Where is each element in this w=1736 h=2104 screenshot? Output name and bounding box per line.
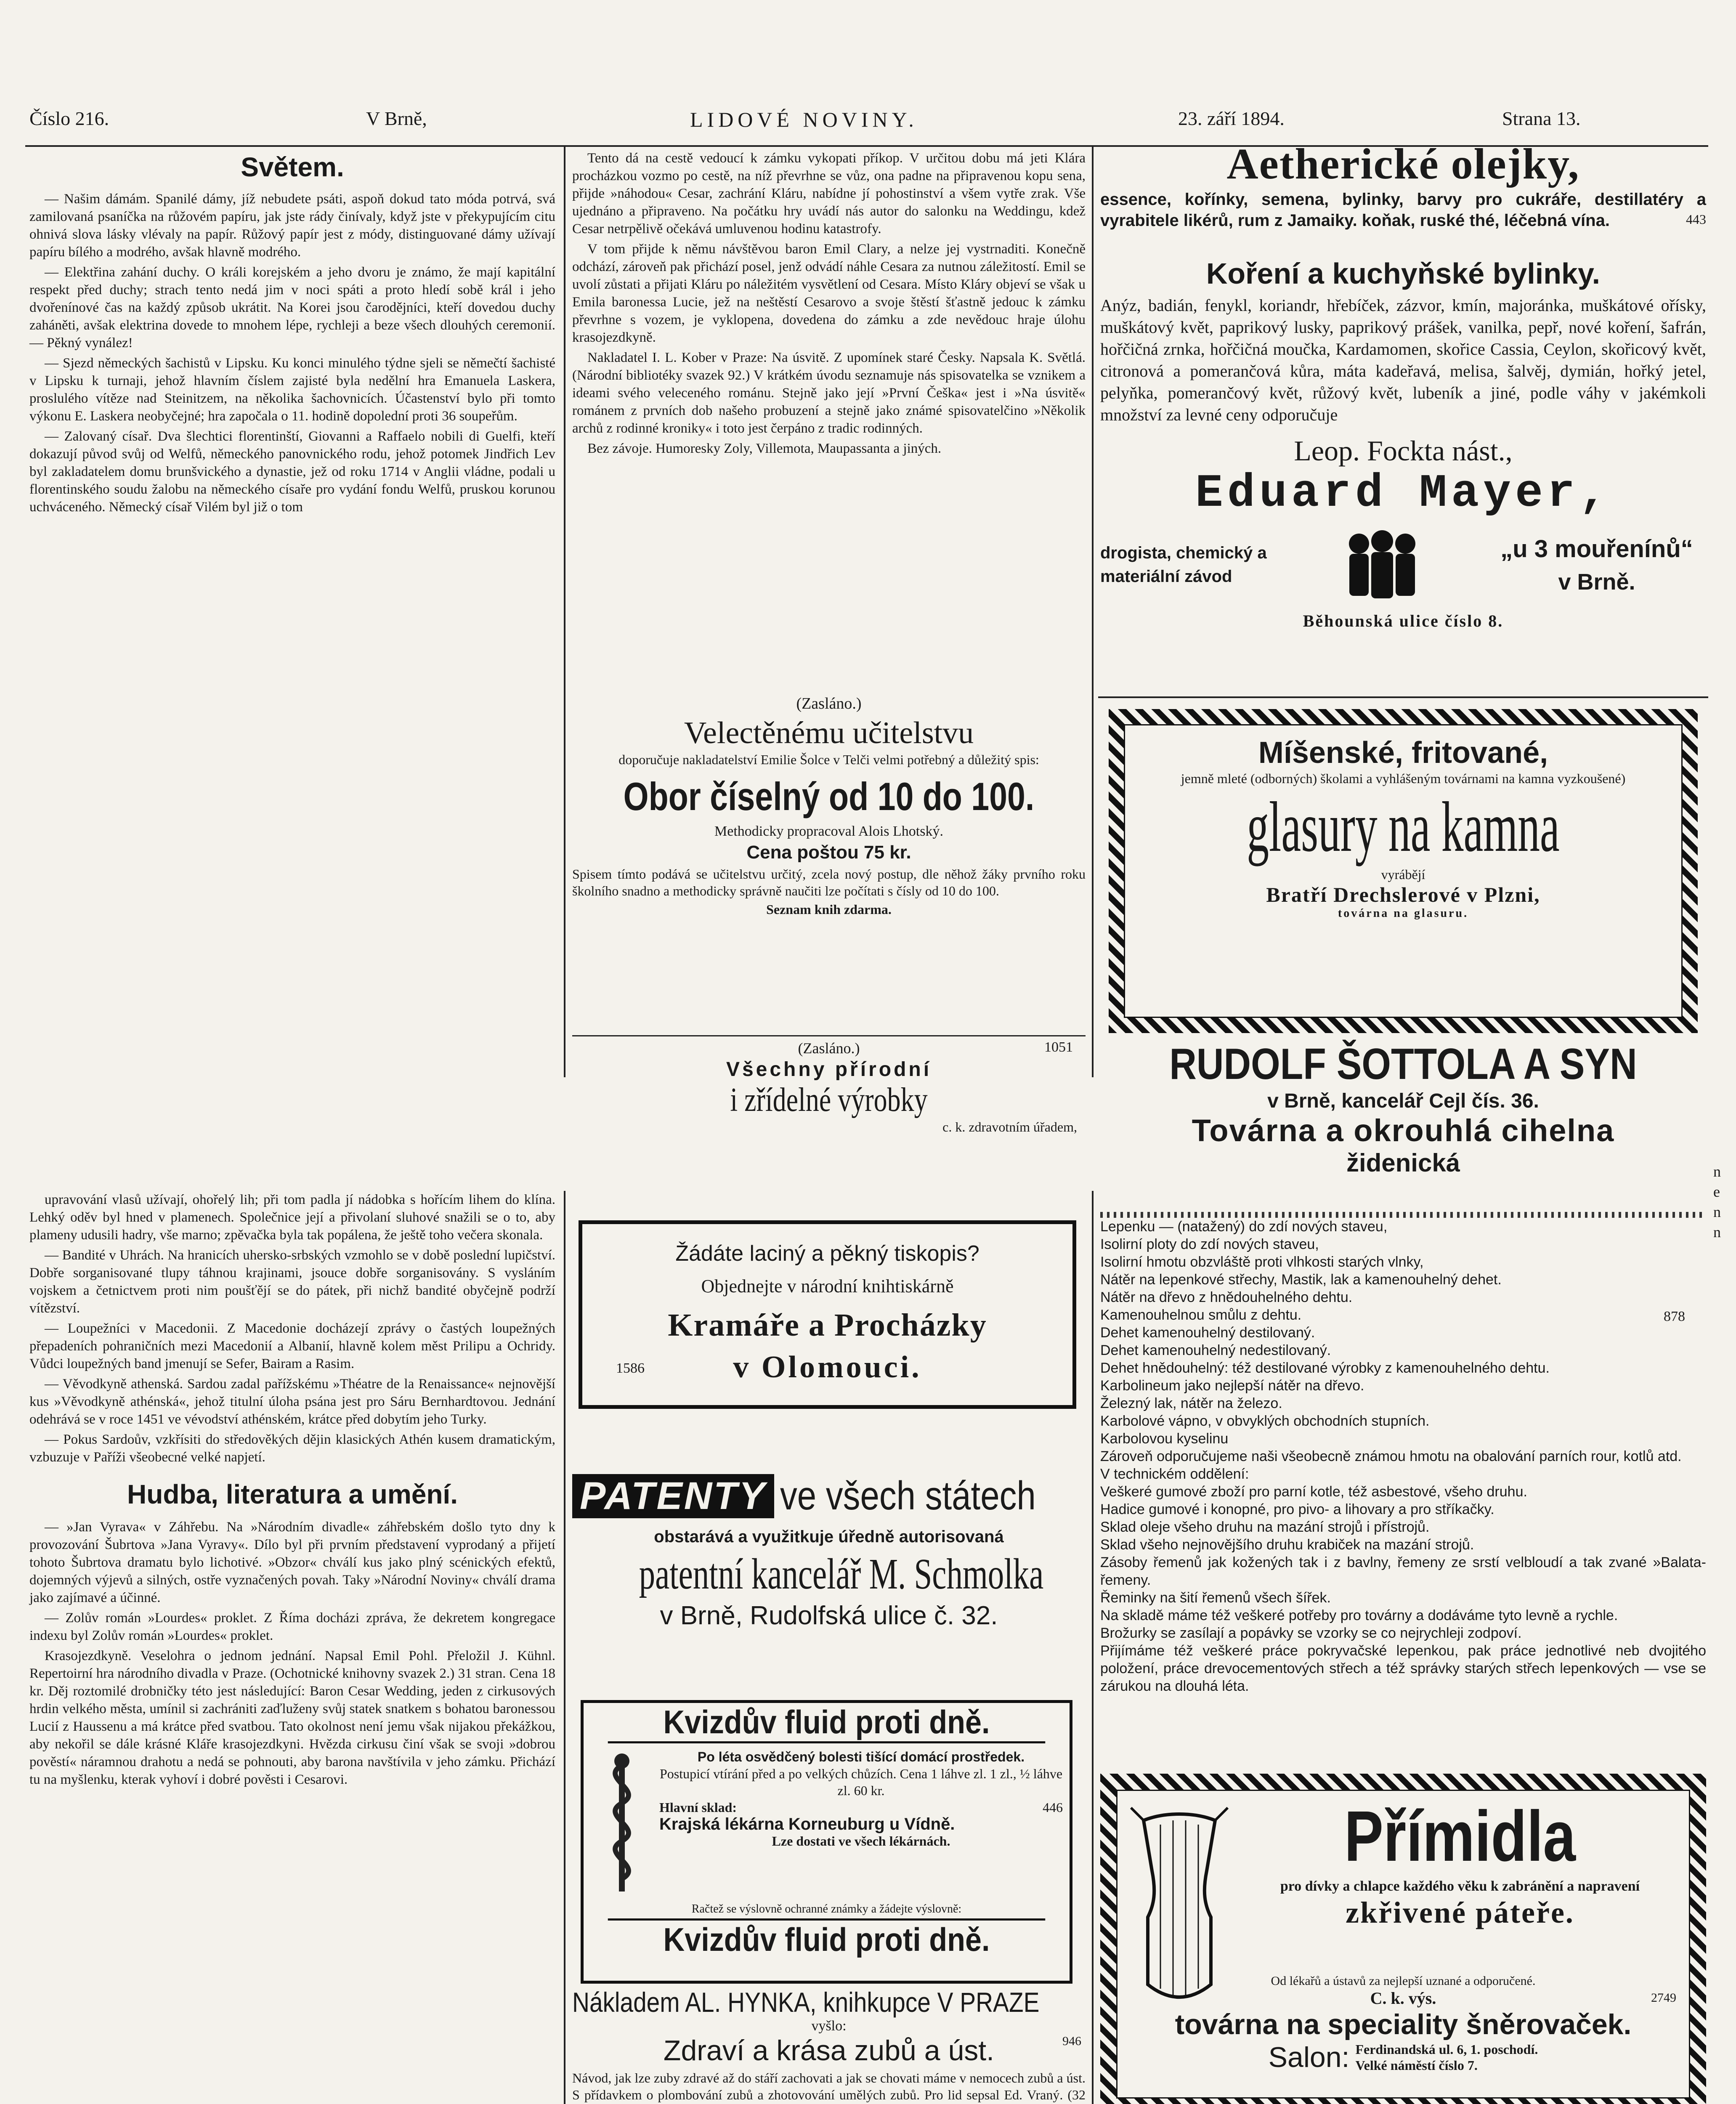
ad-headline: Míšenské, fritované,	[1258, 736, 1548, 770]
ad-line: Žádáte laciný a pěkný tiskopis?	[675, 1241, 979, 1266]
snake-staff-icon	[590, 1748, 653, 1900]
ad-address: Běhounská ulice číslo 8.	[1303, 611, 1504, 630]
article-paragraph: — Sjezd německých šachistů v Lipsku. Ku konci minulého týdne sjeli se němečtí šachisté v Lipsku k turnaji, jehož hlavním číslem zajisté byla nedělní hra Emanuela Laskera, proslulého vítěze nad Steinitzem, na několika šachovnicích. Účastenství bylo při tomto výkonu E. Laskera neobyčejné; hra započala o 11. hodině dopolední proti 36 soupeřům.	[29, 356, 555, 424]
article-paragraph: — Zalovaný císař. Dva šlechtici florentinští, Giovanni a Raffaelo nobili di Guelfi, kteří dokazují původ svůj od Welfů, německého panovnického rodu, jehož potomek Jindřich Lev byl zakladatelem domu brunšvického a dynastie, jež od roku 1714 v Anglii vládne, podali u florentinského soudu žalobu na německého císaře pro vydání fondu Welfů, pruskou korunou uchváceného. Německý císař Vilém byl již o tom	[29, 429, 555, 515]
ad-address: v Brně, Rudolfská ulice č. 32.	[660, 1601, 998, 1630]
ad-headline: Továrna a okrouhlá cihelna	[1192, 1113, 1615, 1148]
page-number: Strana 13.	[1502, 108, 1581, 129]
product-line: Přijímáme též veškeré práce pokryvačské lepenkou, pak práce jednotlivé neb dvojitého položení, práce drevocementových střech a též správky starých střech lepenkových — vse se zárukou na dlouhá léta.	[1100, 1643, 1706, 1694]
product-line: Dehet kamenouhelný destilovaný.	[1100, 1325, 1315, 1341]
ad-primidla-frame	[1100, 1774, 1706, 2104]
product-line: Karbolineum jako nejlepší nátěr na dřevo.	[1100, 1378, 1364, 1394]
article-paragraph: — Našim dámám. Spanilé dámy, jíž nebudete psáti, aspoň dokud tato móda potrvá, svá zamilovaná psaníčka na růžovém papíru, jak jste rády činívaly, když jste v překypujícím citu ohnivá slova lásky vlévaly na papír. Růžový papír jest z módy, distinguované dámy užívají papíru bílého a modrého, avšak hlavně modrého.	[29, 191, 555, 260]
product-line: Dehet kamenouhelný nedestilovaný.	[1100, 1342, 1331, 1358]
product-line: Isolirní ploty do zdí nových staveu,	[1100, 1236, 1319, 1252]
product-line: V technickém oddělení:	[1100, 1466, 1249, 1482]
ad-line: vyšlo:	[811, 2018, 847, 2034]
ad-line: Salon:	[1268, 2041, 1350, 2073]
ad-body: Spisem tímto podává se učitelstvu určitý, zcela nový postup, dle něhož žáky prvního roku školního snadno a methodicky správně naučiti lze počítati s čísly od 10 do 100.	[572, 866, 1086, 898]
product-line: Karbolové vápno, v obvyklých obchodních stupních.	[1100, 1413, 1430, 1429]
ad-author: Methodicky propracoval Alois Lhotský.	[714, 824, 943, 839]
ad-heading: Velectěnému učitelstvu	[684, 716, 974, 750]
article-paragraph: — Věvodkyně athenská. Sardou zadal pařížskému »Théatre de la Renaissance« nejnovější kus »Věvodkyně athénská«, jehož titulní úloha psána jest pro Sáru Bernhardtovou. Jednání odehrává se v roce 1451 ve vévodství athénském, krátce před dobytím jeho Turky.	[29, 1376, 555, 1427]
ad-line: Po léta osvědčený bolesti tišící domácí prostředek.	[697, 1749, 1025, 1764]
ad-number: 878	[1664, 1309, 1685, 1324]
product-line: Veškeré gumové zboží pro parní kotle, též asbestové, všeho druhu.	[1100, 1484, 1527, 1500]
ad-address: v Brně, kancelář Cejl čís. 36.	[1267, 1090, 1539, 1112]
ad-line: Hlavní sklad:	[659, 1800, 737, 1815]
issue-date: 23. září 1894.	[1178, 108, 1285, 129]
ad-divider	[572, 1035, 1086, 1036]
ad-line: Objednejte v národní knihtiskárně	[701, 1276, 954, 1296]
article-paragraph: — Loupežníci v Macedonii. Z Macedonie docházejí zprávy o častých loupežných přepadeních pohraničních mezi Macedonií a Albanií, hlavně kolem měst Prilipu a Ochridy. Vůdci loupežných band jmenují se Sefer, Bairam a Rasim.	[29, 1321, 555, 1371]
ad-tag: (Zasláno.)	[796, 695, 862, 712]
ad-city: v Brně.	[1558, 569, 1635, 595]
ad-lepenka-products	[1100, 1212, 1706, 1793]
ad-city: v Olomouci.	[733, 1350, 922, 1384]
ad-body: essence, kořínky, semena, bylinky, barvy pro cukráře, destillatéry a vyrabitele likérů, rum z Jamaiky. koňak, ruské thé, léčebná vína.	[1100, 190, 1706, 230]
product-line: Na skladě máme též veškeré potřeby pro továrny a dodáváme tyto levně a rychle.	[1100, 1607, 1618, 1623]
column-1-top	[29, 151, 555, 1077]
three-moors-logo-icon	[1340, 527, 1424, 603]
column-2-top	[572, 149, 1086, 692]
newspaper-title: LIDOVÉ NOVINY.	[690, 108, 918, 131]
product-line: Lepenku — (natažený) do zdí nových staveu,	[1100, 1219, 1388, 1235]
ad-line: vyrábějí	[1381, 867, 1425, 882]
ad-heading: Nákladem AL. HYNKA, knihkupce V PRAZE	[572, 1987, 1040, 2018]
ad-line: Krajská lékárna Korneuburg u Vídně.	[659, 1815, 955, 1833]
ad-glasury-frame	[1109, 709, 1698, 1033]
product-line: Zásoby řemenů jak kožených tak i z bavlny, řemeny ze srstí velbloudí a tak zvané »Balata-řemeny.	[1100, 1554, 1706, 1588]
column-1-bottom	[29, 1191, 555, 2104]
ad-patenty-word: PATENTY	[572, 1474, 774, 1518]
ad-line: zkřivené páteře.	[1346, 1896, 1574, 1929]
ad-aetherické-olejky	[1100, 139, 1706, 265]
ad-body: Anýz, badián, fenykl, koriandr, hřebíček, zázvor, kmín, majoránka, muškátové ořísky, muškátový květ, paprikový lusky, paprikový prášek, vanilka, pepř, nové koření, šafrán, hořčičná zrnka, hořčičná moučka, Kardamomen, skořice Cassia, Ceylon, skořicový květ, citronová a pomerančová kůra, máta kadeřavá, melisa, šalvěj, dymián, hořký jetel, pelyňka, pomerančový květ, růžový květ, lubeník a jiné, podle váhy v jakémkoli množství za levné ceny odporučuje	[1100, 296, 1706, 424]
article-paragraph: — Pokus Sardoův, vzkřísiti do středověkých dějin klasických Athén kusem dramatickým, vzbuzuje v Paříži všeobecné velké napjetí.	[29, 1432, 555, 1465]
ad-firm-name: Bratří Drechslerové v Plzni,	[1266, 883, 1540, 906]
product-line: Nátěr na dřevo z hnědouhelného dehtu.	[1100, 1289, 1353, 1305]
ad-body: Návod, jak lze zuby zdravé až do stáří zachovati a jak se chovati máme v nemocech zubů a úst. S přídavkem o plombování zubů a zhotovování umělých zubů. Pro lid sepsal Ed. Vraný. (32	[572, 2070, 1086, 2102]
hudba-articles	[29, 1518, 555, 1788]
ad-text: doporučuje nakladatelství Emilie Šolce v Telči velmi potřebný a důležitý spis:	[618, 752, 1039, 767]
article-paragraph: upravování vlasů užívají, ohořelý lih; při tom padla jí nádobka s hořícím lihem do klína. Lehký oděv byl hned v plamenech. Společnice její a přivolaní sluhové snažili se o to, aby plameny udusili hadry, vše marno; zpěvačka byla tak popálena, že ještě toho večera skonala.	[29, 1192, 555, 1243]
ad-torn-edge	[1100, 1212, 1706, 1218]
product-list	[1100, 1212, 1706, 1695]
article-paragraph: — Elektřina zahání duchy. O králi korejském a jeho dvoru je známo, že mají kapitální respekt před duchy; strach tento nedá jim v noci spáti a proto hledí sobě král i jeho dvořenínové čas na každý způsob ukrátit. Na Korei jsou čarodějníci, kteří dovedou duchy zaháněti, avšak elektrina dovede to mnohem lépe, rychleji a beze všech dlouhých ceremonií. — Pěkný vynález!	[29, 265, 555, 351]
ad-firm-name: RUDOLF ŠOTTOLA A SYN	[1169, 1040, 1637, 1089]
ad-kramar-prochazka	[579, 1220, 1076, 1409]
ad-line: Leop. Fockta nást.,	[1294, 435, 1513, 467]
ad-line: Račtež se výslovně ochranné známky a žádejte výslovně:	[691, 1902, 962, 1915]
header-city: V Brně,	[366, 108, 427, 129]
issue-number: Číslo 216.	[29, 108, 109, 129]
product-line: Kamenouhelnou smůlu z dehtu.	[1100, 1307, 1302, 1323]
ad-number: 946	[1062, 2034, 1081, 2048]
ad-footer: Seznam knih zdarma.	[766, 902, 892, 917]
ad-line: továrna na glasuru.	[1338, 907, 1469, 920]
ad-headline: Kvizdův fluid proti dně.	[608, 1918, 1046, 1959]
ad-line: Všechny přírodní	[726, 1058, 932, 1081]
ad-firm-name: Kramáře a Procházky	[668, 1307, 987, 1343]
section-title-hudba: Hudba, literatura a umění.	[127, 1479, 458, 1509]
article-paragraph: Bez závoje. Humoresky Zoly, Villemota, Maupassanta a jiných.	[587, 441, 942, 456]
product-line: Nátěr na lepenkové střechy, Mastik, lak a kamenouhelný dehet.	[1100, 1272, 1502, 1288]
novel-review	[572, 149, 1086, 457]
article-paragraph: — »Jan Vyrava« v Záhřebu. Na »Národním divadle« záhřebském došlo tyto dny k provozování Šubrtova »Jana Vyravy«. Dílo byl při prvním představení vyprodaný a přijetí tohoto Šubrtova dramatu bylo lichotivé. »Obzor« chválí kus jako plný scénických efektů, dojemných výjevů a silných, ostře vyznačených povah. Taky »Národní Noviny« chválí drama jako zajímavé a účinné.	[29, 1520, 555, 1605]
ad-headline: Obor číselný od 10 do 100.	[623, 774, 1035, 818]
section-title-svetem: Světem.	[241, 152, 344, 182]
neighbouring-page-edge: n e n n	[1713, 1163, 1721, 1241]
continued-articles	[29, 1191, 555, 1466]
svetem-articles	[29, 190, 555, 516]
ad-headline: Aetherické olejky,	[1226, 140, 1580, 188]
ad-kvizda-fluid	[581, 1700, 1072, 1984]
product-line: Železný lak, nátěr na železo.	[1100, 1395, 1282, 1411]
ad-address: Ferdinandská ul. 6, 1. poschodí.	[1355, 2042, 1538, 2057]
ad-number: 1051	[1044, 1039, 1073, 1055]
ad-koreni-mayer	[1100, 257, 1706, 694]
ad-line: Lze dostati ve všech lékárnách.	[772, 1833, 950, 1849]
ad-headline: Přímidla	[1344, 1796, 1576, 1876]
ad-line: obstarává a využitkuje úředně autorisovaná	[654, 1528, 1004, 1546]
ad-prirodni-vyrobky	[572, 1039, 1086, 1149]
ad-line: „u 3 mouřenínů“	[1500, 535, 1693, 563]
page-header	[17, 107, 1719, 137]
article-paragraph: — Zolův román »Lourdes« proklet. Z Říma docházi zpráva, že dekretem kongregace indexu byl Zolův román »Lourdes« proklet.	[29, 1610, 555, 1643]
ad-price: Cena poštou 75 kr.	[746, 842, 911, 863]
ad-line: Od lékařů a ústavů za nejlepší uznané a odporučené.	[1271, 1974, 1536, 1988]
ad-number: 2749	[1651, 1991, 1676, 2005]
product-line: Dehet hnědouhelný: též destilované výrobky z kamenouhelného dehtu.	[1100, 1360, 1550, 1376]
product-line: Řeminky na šití řemenů všech šířek.	[1100, 1590, 1331, 1606]
ad-divider	[1098, 696, 1708, 698]
product-line: Sklad oleje všeho druhu na mazání strojů i přístrojů.	[1100, 1519, 1430, 1535]
ad-number: 446	[1043, 1800, 1063, 1815]
product-line: Hadice gumové i konopné, pro pivo- a lihovary a pro stříkačky.	[1100, 1501, 1494, 1517]
ad-line: jemně mleté (odborných) školami a vyhlášeným továrnami na kamna vyzkoušené)	[1181, 771, 1626, 786]
ad-line: drogista, chemický a materiální závod	[1100, 544, 1267, 586]
ad-sottola	[1100, 1039, 1706, 1177]
ad-line: pro dívky a chlapce každého věku k zabránění a napravení	[1280, 1878, 1640, 1894]
article-paragraph: Nakladatel I. L. Kober v Praze: Na úsvitě. Z upomínek staré Česky. Napsala K. Světlá. (Národní bibliotéky svazek 92.) V krátkém úvodu seznamuje nás spisovatelka se vznikem a ideami svého veleceného románu. Stejně jako její »První Češka« jest i »Na úsvitě« románem z prvních dob našeho probuzení a stejně jako známé spisovatelčino »Několik archů z rodinné kroniky« i toto jest čerpáno z tradic rodinných.	[572, 350, 1086, 436]
article-paragraph: — Bandité v Uhrách. Na hranicích uhersko-srbských vzmohlo se v době poslední lupičství. Dobře sorganisované tlupy táhnou krajinami, jsouce dobře sorganisovány. S vysláním vojskem a četnictvem proti nim poušťějí se do pátek, při nichž bandité obyčejně podrží vítězství.	[29, 1248, 555, 1316]
ad-headline: továrna na speciality šněrovaček.	[1175, 2008, 1632, 2040]
article-paragraph: Tento dá na cestě vedoucí k zámku vykopati příkop. V určitou dobu má jeti Klára procházkou vozmo po cestě, na níž převrhne se vůz, ona padne na připravenou kopu sena, přijde »náhodou« Cesar, zachrání Kláru, nabídne jí pohostinství a všem vytře zrak. Vše ujednáno a připraveno. Na počátku hry uvádí nás autor do salonku na Weddingu, kdež Cesar netrpělivě očekává umluvenou hodinu katastrofy.	[572, 151, 1086, 236]
ad-firm-name: patentní kancelář M. Schmolka	[639, 1550, 1044, 1598]
ad-address: Velké náměstí číslo 7.	[1355, 2058, 1478, 2073]
ad-headline: Zdraví a krása zubů a úst.	[663, 2035, 995, 2067]
ad-line: C. k. výs.	[1370, 1989, 1436, 2008]
ad-tag: (Zasláno.)	[798, 1040, 860, 1057]
snake-staff-emblem	[590, 1748, 653, 1900]
ad-line: židenická	[1346, 1149, 1460, 1177]
ad-headline: ve všech státech	[780, 1473, 1036, 1518]
ad-number: 1586	[616, 1360, 645, 1376]
ad-line: Postupicí vtírání před a po velkých chůzích. Cena 1 láhve zl. 1 zl., ½ láhve zl. 60 kr.	[659, 1766, 1063, 1798]
article-paragraph: V tom přijde k němu návštěvou baron Emil Clary, a nelze jej vystrnaditi. Konečně odchází, zároveň pak přichází posel, jenž odvádí náhle Cesara za nutnou záležitostí. Emil se uvolí zůstati a přijati Kláru po náležitém vysvětlení od Cesara. Místo Kláry objeví se však u Emila baronessa Lucie, jež na neštěstí Cesarovo a svoje štěstí šťastně jedouc k zámku převrhne s vozem, je vyklopena, dovedena do zámku a zde nevědouc hraje úlohu krasojezdkyně.	[572, 242, 1086, 345]
ad-firm-name: Eduard Mayer,	[1195, 468, 1611, 520]
ad-patenty	[572, 1473, 1086, 1692]
ad-line: c. k. zdravotním úřadem,	[942, 1119, 1077, 1134]
ad-number: 443	[1686, 212, 1706, 227]
product-line: Sklad všeho nejnovějšího druhu krabiček na mazání strojů.	[1100, 1537, 1474, 1553]
product-line: Brožurky se zasílají a popávky se vzorky se co nejrychleji zodpoví.	[1100, 1625, 1522, 1641]
ad-primidla-inner	[1116, 1790, 1690, 2099]
ad-headline: Koření a kuchyňské bylinky.	[1206, 257, 1601, 290]
product-line: Isolirní hmotu obzvláště proti vlhkosti starých vlnky,	[1100, 1254, 1424, 1270]
product-line: Zároveň odporučujeme naši všeobecně známou hmotu na obalování parních rour, kotlů atd.	[1100, 1448, 1682, 1464]
ad-headline: Kvizdův fluid proti dně.	[608, 1703, 1046, 1743]
ad-glasury-inner	[1124, 724, 1683, 1018]
ad-headline: i zřídelné výrobky	[730, 1081, 928, 1118]
ad-obor-ciselny	[572, 694, 1086, 1031]
article-paragraph: Krasojezdkyně. Veselohra o jednom jednání. Napsal Emil Pohl. Přeložil J. Kühnl. Repertoirní hra národního divadla v Praze. (Ochotnické knihovny svazek 2.) 31 stran. Cena 18 kr. Děj roztomilé drobničky této jest následující: Baron Cesar Wedding, jeden z cirkusových hrdin velkého města, umínil si zachrániti zaďluženy svůj statek snatkem s bohatou baronessou Lucií z Haussenu a má krátce před svatbou. Tato okolnost není jemu však nijakou překážkou, aby nekořil se dále krásné Kláře krasojezdkyni. Hvězda cirkusu činí však se svoji »dobrou pověstí« náramnou drahotu a nedá se pohnouti, aby barona navštívila v jeho zámku. Přichází tu na myšlenku, kterak vyhoví i dobré pověsti i Cesarovi.	[29, 1648, 555, 1787]
product-line: Karbolovou kyselinu	[1100, 1431, 1229, 1447]
ad-hynek-zdravi-zubu	[572, 1986, 1086, 2104]
ad-big-word: glasury na kamna	[1247, 787, 1560, 866]
